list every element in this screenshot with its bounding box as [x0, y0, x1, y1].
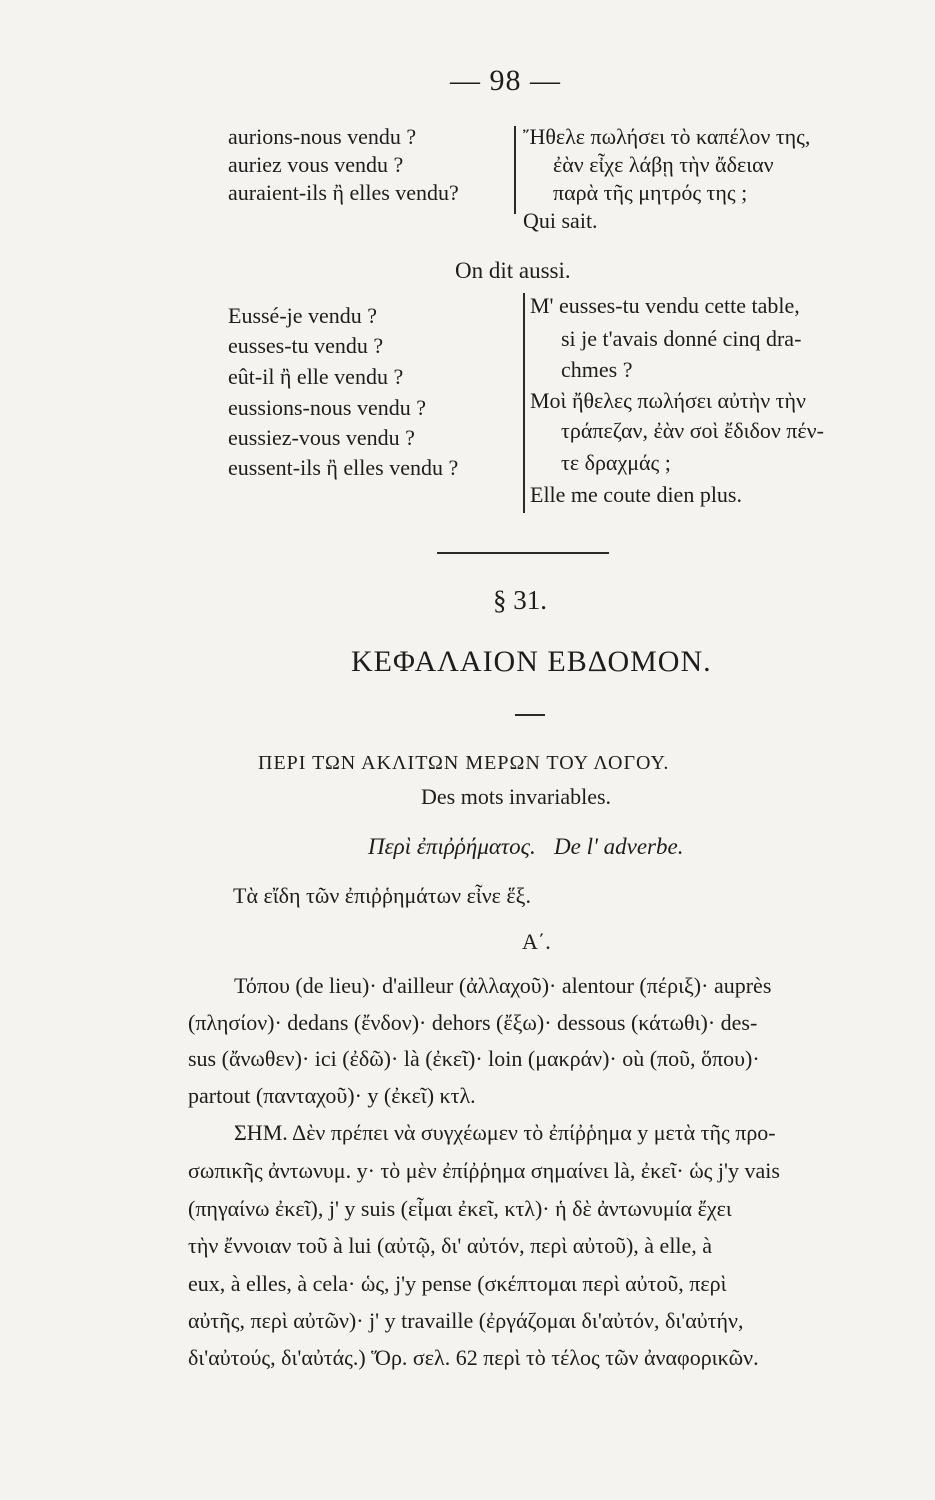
- paragraph-line: αὐτῆς, περὶ αὐτῶν)· j' y travaille (ἐργάζομαι δι'αὐτόν, δι'αὐτήν,: [188, 1308, 744, 1333]
- column-divider: [514, 126, 516, 214]
- paragraph-line: sus (ἄνωθεν)· ici (ἐδῶ)· là (ἐκεῖ)· loin (μακράν)· où (ποῦ, ὅπου)·: [188, 1046, 760, 1071]
- paragraph-line: δι'αὐτούς, δι'αὐτάς.) Ὅρ. σελ. 62 περὶ τὸ τέλος τῶν ἀναφορικῶν.: [188, 1345, 759, 1370]
- conjugation-line: eussions-nous vendu ?: [228, 395, 426, 420]
- example-line: chmes ?: [561, 357, 633, 382]
- section-divider: [437, 552, 609, 554]
- example-line: τε δραχμάς ;: [561, 450, 671, 475]
- example-line: παρὰ τῆς μητρός της ;: [553, 180, 748, 205]
- paragraph-line: partout (πανταχοῦ)· y (ἐκεῖ) κτλ.: [188, 1083, 476, 1108]
- example-line: Μοὶ ἤθελες πωλήσει αὐτὴν τὴν: [530, 388, 806, 413]
- paragraph-line: (πηγαίνω ἐκεῖ), j' y suis (εἶμαι ἐκεῖ, κτλ)· ἡ δὲ ἀντωνυμία ἔχει: [188, 1196, 732, 1221]
- paragraph-line: ΣΗΜ. Δὲν πρέπει νὰ συγχέωμεν τὸ ἐπίῤῥημα y μετὰ τῆς προ-: [234, 1120, 776, 1145]
- section-number: § 31.: [493, 585, 547, 615]
- chapter-title: ΚΕΦΑΛΑΙΟΝ ΕΒΔΟΜΟΝ.: [351, 645, 712, 678]
- letter-heading: Α΄.: [522, 929, 551, 954]
- conjugation-line: eussiez-vous vendu ?: [228, 425, 415, 450]
- conjugation-line: aurions-nous vendu ?: [228, 124, 417, 149]
- centered-note: On dit aussi.: [455, 258, 571, 283]
- paragraph-line: τὴν ἔννοιαν τοῦ à lui (αὐτῷ, δι' αὐτόν, περὶ αὐτοῦ), à elle, à: [188, 1233, 713, 1258]
- title-divider: [515, 714, 545, 716]
- paragraph-line: eux, à elles, à cela· ὡς, j'y pense (σκέπτομαι περὶ αὐτοῦ, περὶ: [188, 1271, 727, 1296]
- conjugation-line: Eussé-je vendu ?: [228, 303, 378, 328]
- example-line: Qui sait.: [523, 208, 598, 233]
- conjugation-line: eussent-ils ἢ elles vendu ?: [228, 455, 459, 480]
- kinds-line: Τὰ εἴδη τῶν ἐπιῤῥημάτων εἶνε ἕξ.: [233, 883, 531, 908]
- example-line: si je t'avais donné cinq dra-: [561, 326, 802, 351]
- conjugation-line: eût-il ἢ elle vendu ?: [228, 364, 404, 389]
- adverb-heading-greek: Περὶ ἐπιῤῥήματος.: [368, 834, 536, 859]
- example-line: Elle me coute dien plus.: [530, 482, 742, 507]
- page-number: — 98 —: [450, 64, 561, 97]
- example-line: Ἤθελε πωλήσει τὸ καπέλον της,: [523, 124, 811, 149]
- paragraph-line: (πλησίον)· dedans (ἔνδον)· dehors (ἔξω)· dessous (κάτωθι)· des-: [188, 1010, 758, 1035]
- greek-subtitle: ΠΕΡΙ ΤΩΝ ΑΚΛΙΤΩΝ ΜΕΡΩΝ ΤΟΥ ΛΟΓΟΥ.: [258, 752, 670, 774]
- conjugation-line: auriez vous vendu ?: [228, 152, 404, 177]
- column-divider: [523, 293, 525, 513]
- conjugation-line: eusses-tu vendu ?: [228, 333, 384, 358]
- adverb-heading-french: De l' adverbe.: [554, 834, 684, 859]
- conjugation-line: auraient-ils ἢ elles vendu?: [228, 180, 459, 205]
- example-line: ἐὰν εἶχε λάβῃ τὴν ἄδειαν: [553, 152, 774, 177]
- paragraph-line: Τόπου (de lieu)· d'ailleur (ἀλλαχοῦ)· alentour (πέριξ)· auprès: [234, 973, 772, 998]
- example-line: τράπεζαν, ἐὰν σοὶ ἔδιδον πέν-: [561, 418, 824, 443]
- example-line: M' eusses-tu vendu cette table,: [530, 293, 800, 318]
- french-subtitle: Des mots invariables.: [421, 784, 612, 809]
- paragraph-line: σωπικῆς ἀντωνυμ. y· τὸ μὲν ἐπίῤῥημα σημαίνει là, ἐκεῖ· ὡς j'y vais: [188, 1158, 780, 1183]
